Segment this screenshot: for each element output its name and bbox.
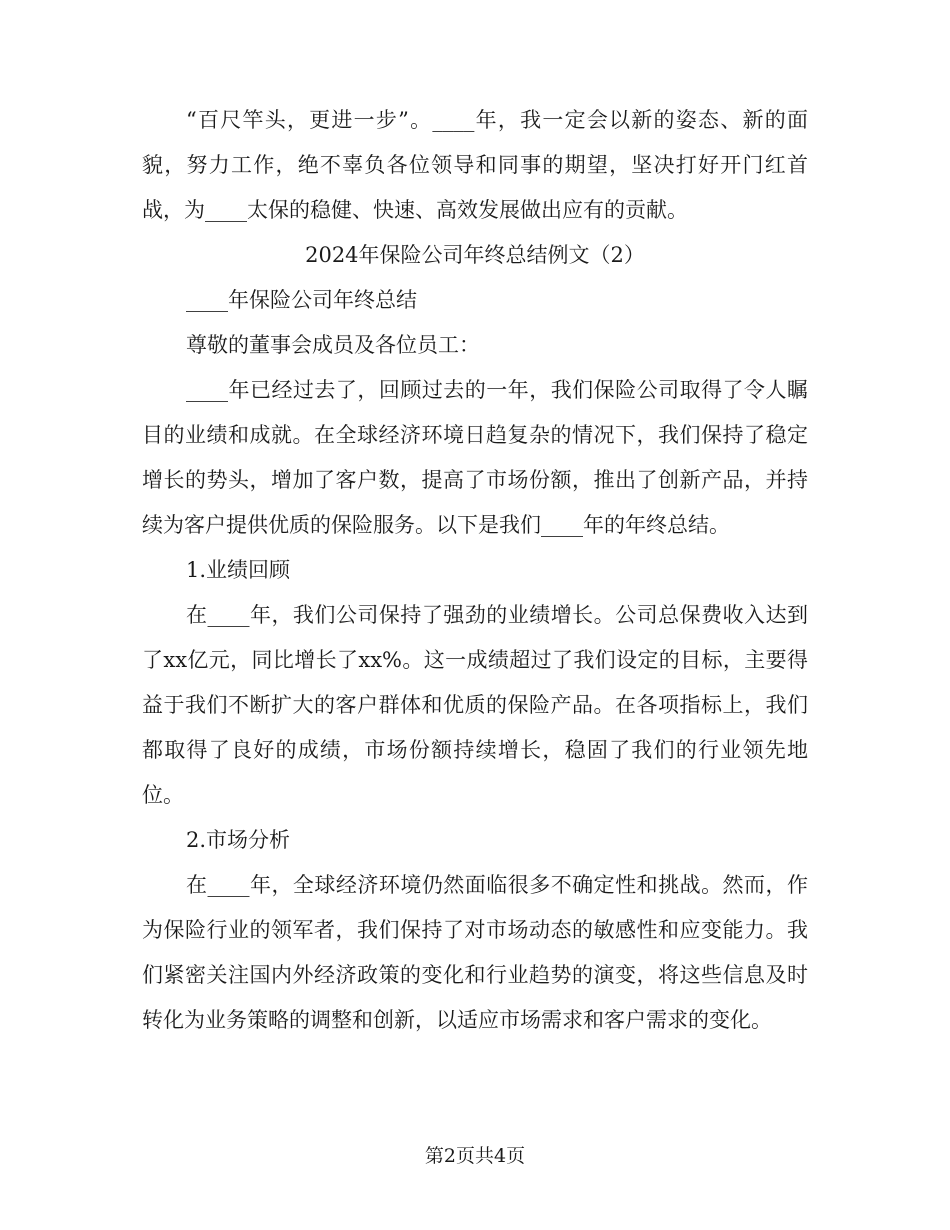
salutation: 尊敬的董事会成员及各位员工： bbox=[186, 333, 480, 357]
subtitle: ____年保险公司年终总结 bbox=[186, 288, 417, 312]
performance-paragraph: 在____年，我们公司保持了强劲的业绩增长。公司总保费收入达到了xx亿元，同比增长了xx%。这一成绩超过了我们设定的目标，主要得益于我们不断扩大的客户群体和优质的保险产品。在各项指标上，我们都取得了良好的成绩，市场份额持续增长，稳固了我们的行业领先地位。 bbox=[142, 603, 808, 807]
document-title: 2024年保险公司年终总结例文（2） bbox=[305, 243, 645, 267]
section-heading-performance: 1.业绩回顾 bbox=[186, 558, 291, 582]
document-body bbox=[142, 98, 808, 1043]
section-heading-market: 2.市场分析 bbox=[186, 828, 291, 852]
closing-paragraph: “百尺竿头，更进一步”。____年，我一定会以新的姿态、新的面貌，努力工作，绝不辜负各位领导和同事的期望，坚决打好开门红首战，为____太保的稳健、快速、高效发展做出应有的贡献。 bbox=[142, 108, 808, 222]
intro-paragraph: ____年已经过去了，回顾过去的一年，我们保险公司取得了令人瞩目的业绩和成就。在全球经济环境日趋复杂的情况下，我们保持了稳定增长的势头，增加了客户数，提高了市场份额，推出了创新产品，并持续为客户提供优质的保险服务。以下是我们____年的年终总结。 bbox=[142, 378, 808, 537]
page-number: 第2页共4页 bbox=[424, 1145, 526, 1167]
market-paragraph: 在____年，全球经济环境仍然面临很多不确定性和挑战。然而，作为保险行业的领军者，我们保持了对市场动态的敏感性和应变能力。我们紧密关注国内外经济政策的变化和行业趋势的演变，将这些信息及时转化为业务策略的调整和创新，以适应市场需求和客户需求的变化。 bbox=[142, 873, 808, 1032]
